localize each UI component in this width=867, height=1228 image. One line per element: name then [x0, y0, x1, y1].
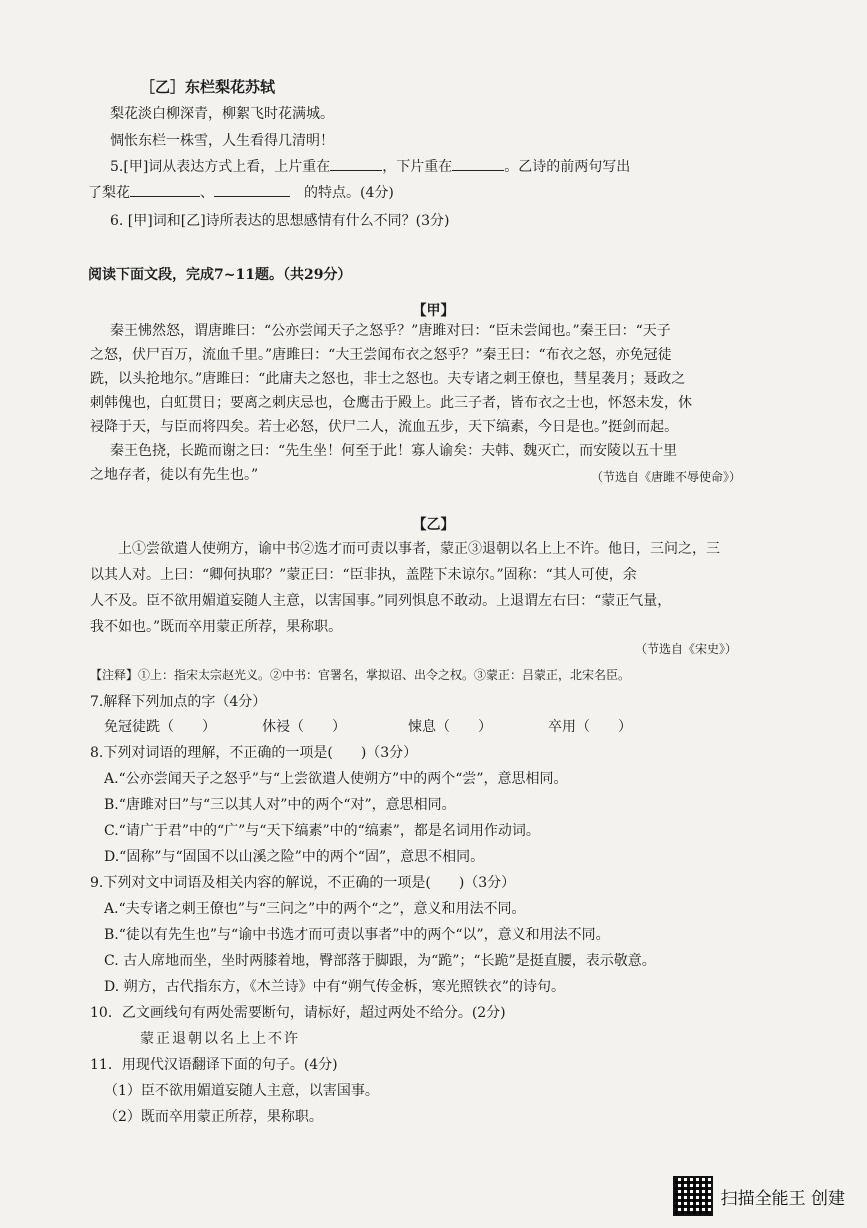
q7-item: 免冠徒跣（ ）	[104, 719, 216, 735]
section-heading: 阅读下面文段，完成7~11题。（共29分）	[88, 267, 352, 283]
scanner-watermark	[673, 1176, 845, 1216]
passage-b-line: 人不及。臣不欲用媚道妄随人主意，以害国事。”同列惧息不敢动。上退谓左右曰：“蒙正气量，	[90, 593, 672, 609]
q9-option: A.“夫专诸之刺王僚也”与“三问之”中的两个“之”，意义和用法不同。	[104, 901, 526, 917]
q11-item: （2）既而卒用蒙正所荐，果称职。	[104, 1109, 323, 1125]
passage-a-line: 刺韩傀也，白虹贯日；要离之刺庆忌也，仓鹰击于殿上。此三子者，皆布衣之士也，怀怒未发，休	[90, 395, 692, 411]
question-8: 8.下列对词语的理解，不正确的一项是( )（3分）	[90, 745, 418, 761]
poem-line-1: 梨花淡白柳深青，柳絮飞时花满城。	[110, 106, 334, 122]
q7-item: 卒用（ ）	[548, 719, 632, 735]
passage-b-label: 【乙】	[412, 517, 455, 533]
passage-a-line: 秦王色挠，长跪而谢之曰：“先生坐！何至于此！寡人谕矣：夫韩、魏灭亡，而安陵以五十里	[110, 443, 678, 459]
q8-option: D.“固称”与“固国不以山溪之险”中的两个“固”，意思不相同。	[104, 849, 485, 865]
passage-a-line: 之地存者，徒以有先生也。”	[90, 467, 259, 483]
qr-code-icon	[673, 1176, 713, 1216]
q10-sentence: 蒙正退朝以名上上不许	[140, 1031, 300, 1047]
annotation-note: 【注释】①上：指宋太宗赵光义。②中书：官署名，掌拟诏、出令之权。③蒙正：吕蒙正，北宋名臣。	[90, 668, 631, 682]
q8-option: C.“请广于君”中的“广”与“天下缟素”中的“缟素”，都是名词用作动词。	[104, 823, 540, 839]
q11-item: （1）臣不欲用媚道妄随人主意，以害国事。	[104, 1083, 379, 1099]
poem-line-2: 惆怅东栏一株雪，人生看得几清明！	[110, 133, 334, 149]
q9-option: D. 朔方，古代指东方，《木兰诗》中有“朔气传金柝，寒光照铁衣”的诗句。	[104, 979, 565, 995]
q9-option: C. 古人席地而坐，坐时两膝着地，臀部落于脚跟，为“跪”；“长跪”是挺直腰，表示敬意。	[104, 953, 656, 969]
question-6: 6. [甲]词和[乙]诗所表达的思想感情有什么不同？(3分)	[110, 213, 450, 229]
q7-item: 休祲（ ）	[262, 719, 346, 735]
passage-b-line: 以其人对。上曰：“卿何执耶？”蒙正曰：“臣非执，盖陛下未谅尔。”固称：“其人可使，余	[90, 567, 637, 583]
answer-blank[interactable]	[214, 184, 290, 197]
q7-item: 悚息（ ）	[408, 719, 492, 735]
poem-title: ［乙］东栏梨花苏轼	[140, 78, 276, 96]
q9-option: B.“徒以有先生也”与“谕中书选才而可责以事者”中的两个“以”，意义和用法不同。	[104, 927, 610, 943]
question-5-cont: 了梨花 、 的特点。(4分)	[88, 185, 394, 201]
passage-a-label: 【甲】	[412, 303, 455, 319]
passage-a-line: 之怒，伏尸百万，流血千里。”唐雎曰：“大王尝闻布衣之怒乎？”秦王曰：“布衣之怒，亦免冠徒	[90, 347, 672, 363]
question-10: 10．乙文画线句有两处需要断句，请标好，超过两处不给分。(2分)	[90, 1005, 506, 1021]
passage-a-line: 跣，以头抢地尔。”唐雎曰：“此庸夫之怒也，非士之怒也。夫专诸之刺王僚也，彗星袭月；聂政之	[90, 371, 686, 387]
answer-blank[interactable]	[452, 158, 504, 171]
question-9: 9.下列对文中词语及相关内容的解说，不正确的一项是( )（3分）	[90, 875, 516, 891]
answer-blank[interactable]	[130, 184, 200, 197]
passage-a-source: （节选自《唐雎不辱使命》）	[590, 470, 741, 484]
passage-a-line: 祲降于天，与臣而将四矣。若士必怒，伏尸二人，流血五步，天下缟素，今日是也。”挺剑而起。	[90, 419, 679, 435]
q8-option: A.“公亦尝闻天子之怒乎”与“上尝欲遣人使朔方”中的两个“尝”，意思相同。	[104, 771, 568, 787]
q8-option: B.“唐雎对曰”与“三以其人对”中的两个“对”，意思相同。	[104, 797, 456, 813]
passage-b-line: 上①尝欲遣人使朔方，谕中书②选才而可责以事者，蒙正③退朝以名上上不许。他日，三问之，三	[118, 541, 720, 557]
question-7: 7.解释下列加点的字（4分）	[90, 694, 267, 710]
scanner-watermark-text: 扫描全能王 创建	[720, 1188, 845, 1209]
answer-blank[interactable]	[330, 158, 382, 171]
question-11: 11．用现代汉语翻译下面的句子。(4分)	[90, 1057, 338, 1073]
passage-b-source: （节选自《宋史》）	[634, 642, 737, 656]
question-5: 5.[甲]词从表达方式上看，上片重在 ，下片重在 。乙诗的前两句写出	[110, 159, 631, 175]
passage-a-line: 秦王怫然怒，谓唐雎曰：“公亦尝闻天子之怒乎？”唐雎对曰：“臣未尝闻也。”秦王曰：“天子	[110, 323, 671, 339]
passage-b-line: 我不如也。”既而卒用蒙正所荐，果称职。	[90, 619, 343, 635]
